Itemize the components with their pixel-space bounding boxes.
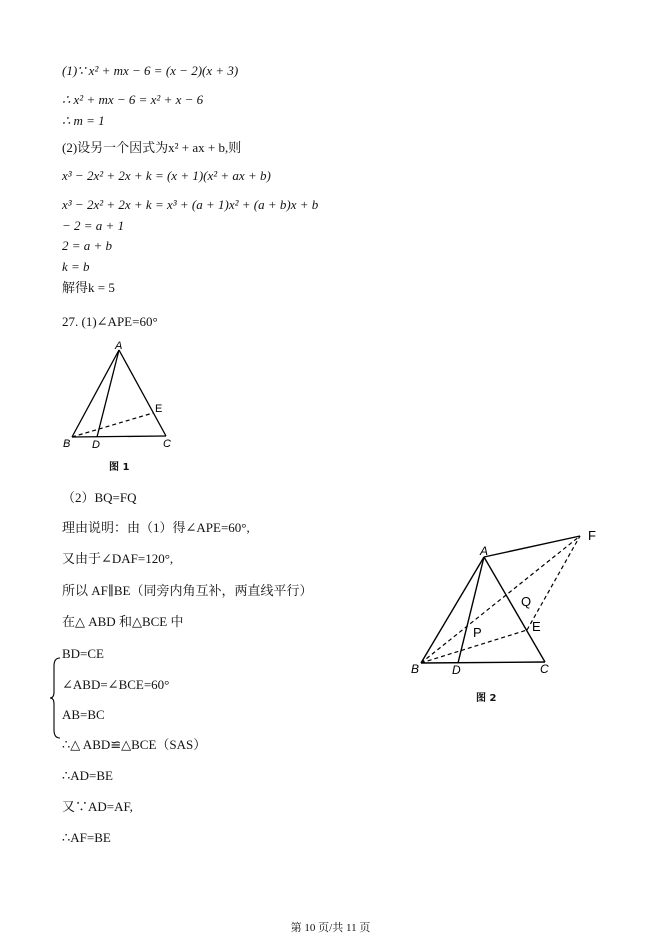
q27-line2: 所以 AF∥BE（同旁内角互补，两直线平行） xyxy=(62,583,313,598)
q27-line5: ∴AD=BE xyxy=(62,768,113,783)
condition-3: AB=BC xyxy=(62,707,105,722)
q27-line6: 又∵AD=AF, xyxy=(62,799,133,814)
figure-1-svg xyxy=(60,340,180,452)
label-q: Q xyxy=(521,594,532,609)
q27-line7: ∴AF=BE xyxy=(62,830,111,845)
part2-line3: x³ − 2x² + 2x + k = x³ + (a + 1)x² + (a + b)x + b xyxy=(62,197,319,212)
label-b: B xyxy=(411,662,420,676)
part2-line2: x³ − 2x² + 2x + k = (x + 1)(x² + ax + b) xyxy=(62,168,271,183)
part1-line3: ∴ m = 1 xyxy=(62,113,105,128)
segment-af xyxy=(484,536,580,557)
page-footer: 第 10 页/共 11 页 xyxy=(290,922,371,934)
part1-line1: (1)∵ x² + mx − 6 = (x − 2)(x + 3) xyxy=(62,63,239,78)
q27-part2-heading: （2）BQ=FQ xyxy=(62,490,137,505)
figure-1 xyxy=(60,340,180,452)
part1-line2: ∴ x² + mx − 6 = x² + x − 6 xyxy=(62,92,204,107)
label-a: A xyxy=(115,340,123,352)
figure-1-caption: 图 1 xyxy=(109,462,130,473)
segment-be-dashed xyxy=(72,413,153,437)
label-c: C xyxy=(163,438,171,450)
segment-ab xyxy=(72,350,119,437)
segment-bc xyxy=(421,662,545,663)
condition-2: ∠ABD=∠BCE=60° xyxy=(62,677,170,692)
label-a: A xyxy=(480,544,489,558)
figure-2-caption: 图 2 xyxy=(476,693,497,704)
label-e: E xyxy=(155,403,163,415)
q27-line1: 又由于∠DAF=120°, xyxy=(62,551,174,566)
q27-line4: ∴△ ABD≌△BCE（SAS） xyxy=(62,737,207,752)
label-c: C xyxy=(540,662,549,676)
part2-line5: 2 = a + b xyxy=(62,238,113,253)
label-d: D xyxy=(92,439,100,451)
part2-line1: (2)设另一个因式为x² + ax + b,则 xyxy=(62,140,242,155)
figure-2-svg xyxy=(410,525,610,683)
condition-1: BD=CE xyxy=(62,646,105,661)
q27-heading: 27. (1)∠APE=60° xyxy=(62,314,158,329)
part2-line6: k = b xyxy=(62,259,90,274)
q27-line3: 在△ ABD 和△BCE 中 xyxy=(62,614,184,629)
part2-line7: 解得k = 5 xyxy=(62,280,115,295)
segment-ac xyxy=(119,350,166,436)
condition-brace xyxy=(50,656,62,740)
segment-ef-dashed xyxy=(527,536,580,630)
segment-bc xyxy=(72,436,166,437)
figure-2 xyxy=(410,525,610,683)
q27-reason: 理由说明：由（1）得∠APE=60°, xyxy=(62,520,250,535)
segment-ab xyxy=(421,557,484,663)
label-b: B xyxy=(63,438,71,450)
label-f: F xyxy=(588,528,596,543)
label-e: E xyxy=(532,619,541,634)
label-p: P xyxy=(473,625,482,640)
part2-line4: − 2 = a + 1 xyxy=(62,218,125,233)
segment-bf-dashed xyxy=(421,536,580,663)
label-d: D xyxy=(452,663,461,677)
segment-ac xyxy=(484,557,545,662)
